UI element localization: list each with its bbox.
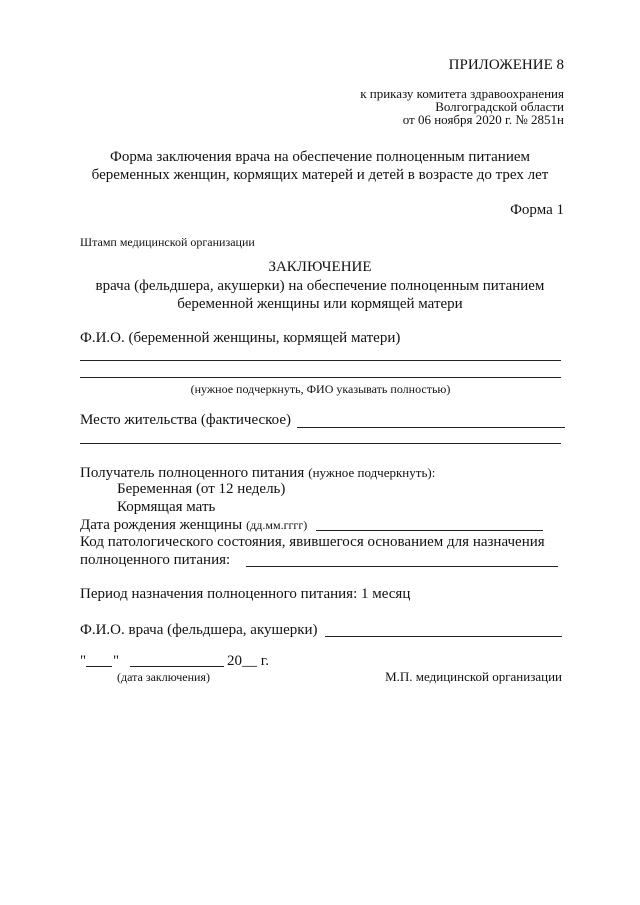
option-nursing[interactable]: Кормящая мать bbox=[117, 499, 216, 515]
code-label-line-2: полноценного питания: bbox=[80, 552, 231, 568]
recipient-hint: (нужное подчеркнуть): bbox=[308, 465, 436, 480]
conclusion-subtitle-2: беременной женщины или кормящей матери bbox=[177, 296, 463, 312]
residence-line-2[interactable] bbox=[80, 443, 561, 444]
form-number: Форма 1 bbox=[510, 202, 564, 218]
fio-label: Ф.И.О. (беременной женщины, кормящей матери) bbox=[80, 330, 401, 346]
birth-date-label: Дата рождения женщины bbox=[80, 517, 243, 533]
fio-hint: (нужное подчеркнуть, ФИО указывать полностью) bbox=[190, 382, 451, 396]
residence-label: Место жительства (фактическое) bbox=[80, 412, 292, 428]
birth-date-format: (дд.мм.гггг) bbox=[246, 518, 308, 532]
stamp-label: Штамп медицинской организации bbox=[80, 235, 255, 249]
doctor-label: Ф.И.О. врача (фельдшера, акушерки) bbox=[80, 622, 318, 638]
order-line-2: Волгоградской области bbox=[435, 99, 564, 114]
seal-label: М.П. медицинской организации bbox=[385, 669, 562, 684]
order-line-1: к приказу комитета здравоохранения bbox=[360, 86, 564, 101]
code-label-line-1: Код патологического состояния, явившегося основанием для назначения bbox=[80, 535, 545, 550]
conclusion-heading: ЗАКЛЮЧЕНИЕ bbox=[268, 259, 372, 275]
form-title-line-1: Форма заключения врача на обеспечение полноценным питанием bbox=[110, 149, 530, 165]
birth-date-line[interactable] bbox=[316, 530, 543, 531]
date-month-line[interactable] bbox=[130, 666, 224, 667]
option-pregnant[interactable]: Беременная (от 12 недель) bbox=[117, 481, 286, 497]
date-year: 20__ г. bbox=[227, 653, 269, 669]
period-text: Период назначения полноценного питания: 1 месяц bbox=[80, 586, 411, 602]
date-hint: (дата заключения) bbox=[117, 670, 210, 684]
order-line-3: от 06 ноября 2020 г. № 2851н bbox=[402, 112, 564, 127]
conclusion-subtitle-1: врача (фельдшера, акушерки) на обеспечение полноценным питанием bbox=[95, 278, 545, 294]
recipient-label: Получатель полноценного питания bbox=[80, 465, 305, 481]
code-line[interactable] bbox=[246, 566, 558, 567]
doctor-line[interactable] bbox=[325, 636, 562, 637]
fio-line-2[interactable] bbox=[80, 377, 561, 378]
date-day-line[interactable] bbox=[86, 666, 112, 667]
form-title-line-2: беременных женщин, кормящих матерей и детей в возрасте до трех лет bbox=[91, 167, 549, 183]
birth-date-row bbox=[80, 517, 307, 533]
fio-line-1[interactable] bbox=[80, 360, 561, 361]
recipient-row bbox=[80, 465, 435, 481]
date-quote-close: " bbox=[113, 653, 120, 669]
appendix-number: ПРИЛОЖЕНИЕ 8 bbox=[448, 57, 564, 73]
residence-line-1[interactable] bbox=[297, 427, 565, 428]
date-quote-open: " bbox=[80, 653, 87, 669]
